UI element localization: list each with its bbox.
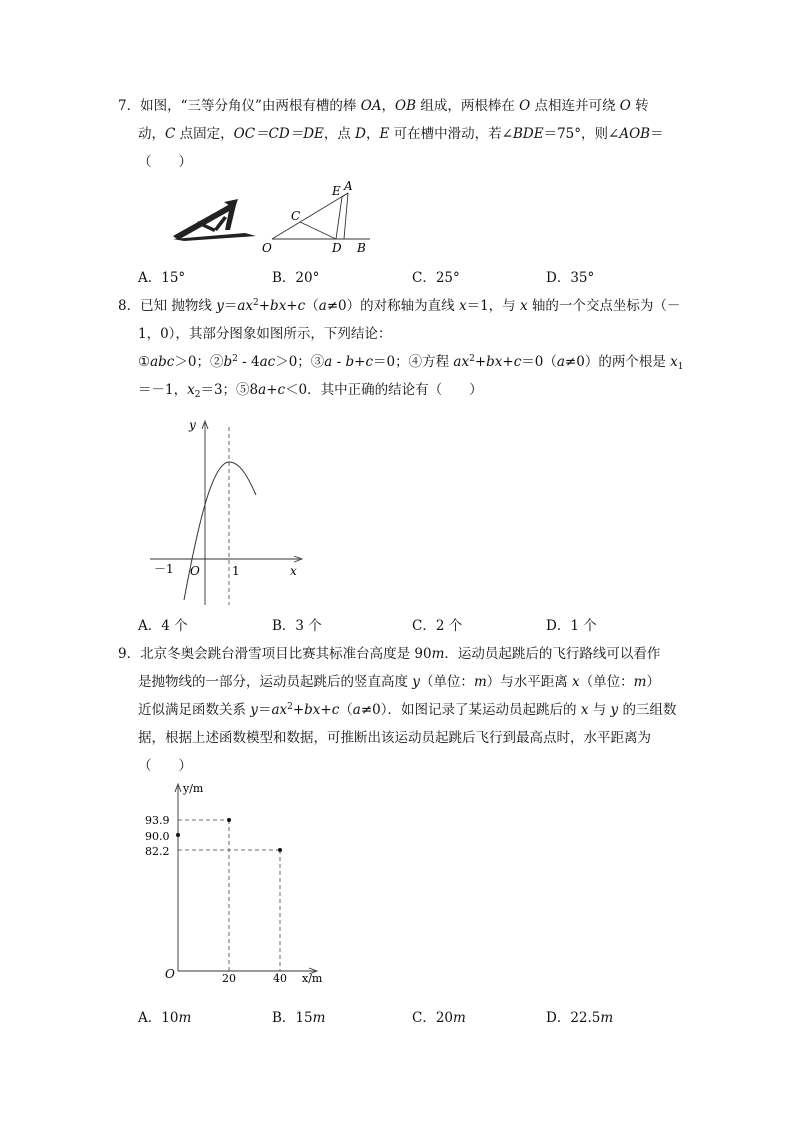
q9-trajectory-chart bbox=[140, 780, 350, 995]
q8-option-b[interactable]: B．3 个 bbox=[272, 618, 322, 634]
q7-option-d[interactable]: D．35° bbox=[546, 270, 595, 286]
origin-label: O bbox=[165, 967, 175, 981]
segment-cd bbox=[300, 222, 336, 239]
q8-line-2: 1，0），其部分图象如图所示，下列结论： bbox=[138, 326, 392, 342]
q7-option-b[interactable]: B．20° bbox=[272, 270, 320, 286]
label-o: O bbox=[262, 241, 272, 255]
one-label: 1 bbox=[232, 564, 240, 578]
q9-line-4: 据，根据上述函数模型和数据，可推断出该运动员起跳后飞行到最高点时，水平距离为 bbox=[138, 730, 651, 746]
q8-line-3: ①abc＞0；$②b^2 - 4ac>0$；③a - b+c＝0；④方程 $ax^2+bx+c=0(a\ne 0)$的两个根是 $x_1$ bbox=[138, 354, 684, 372]
q7-line-1: 7．如图，“三等分角仪”由两根有槽的棒 OA，OB 组成，两根棒在 O 点相连并可绕 O 转 bbox=[118, 98, 649, 114]
x-axis-label: x bbox=[290, 564, 297, 578]
q8-option-c[interactable]: C．2 个 bbox=[412, 618, 463, 634]
q8-option-d[interactable]: D．1 个 bbox=[546, 618, 597, 634]
q9-option-b[interactable]: B．15m bbox=[272, 1010, 326, 1026]
q7-option-a[interactable]: A．15° bbox=[138, 270, 186, 286]
origin-label: O bbox=[190, 564, 200, 578]
q8-number: 8． bbox=[118, 298, 141, 314]
x-axis-label: x/m bbox=[302, 972, 323, 985]
y-tick-82-2: 82.2 bbox=[145, 845, 170, 858]
label-a: A bbox=[344, 179, 353, 193]
label-d: D bbox=[332, 241, 342, 255]
q9-option-d[interactable]: D．22.5m bbox=[546, 1010, 614, 1026]
parabola-curve bbox=[184, 462, 256, 600]
segment-ea bbox=[342, 193, 348, 197]
q7-number: 7． bbox=[118, 98, 141, 114]
data-point-2 bbox=[278, 848, 282, 852]
trisector-instrument-figure bbox=[170, 196, 260, 256]
label-c: C bbox=[291, 209, 301, 223]
segment-de bbox=[336, 197, 342, 239]
q9-number: 9． bbox=[118, 646, 141, 662]
data-point-1 bbox=[227, 818, 231, 822]
q9-option-a[interactable]: A．10m bbox=[138, 1010, 192, 1026]
q7-line-2: 动，C 点固定，OC＝CD＝DE，点 D，E 可在槽中滑动，若∠BDE＝75°，则∠AOB＝ bbox=[138, 126, 664, 142]
q8-line-1: 8．已知 抛物线 $y=ax^2+bx+c(a\ne 0)$的对称轴为直线 x＝1，与 x 轴的一个交点坐标为（－ bbox=[118, 298, 681, 314]
q8-option-a[interactable]: A．4 个 bbox=[138, 618, 188, 634]
q9-line-2: 是抛物线的一部分，运动员起跳后的竖直高度 y（单位：m）与水平距离 x（单位：m） bbox=[138, 674, 660, 690]
y-tick-90-0: 90.0 bbox=[145, 830, 170, 843]
q9-bracket: （ ） bbox=[138, 758, 192, 774]
q9-line-3: 近似满足函数关系 $y=ax^2+bx+c(a\ne 0)$．如图记录了某运动员起跳后的 x 与 y 的三组数 bbox=[138, 702, 677, 718]
y-axis-label: y/m bbox=[183, 782, 204, 795]
q8-line-4: ＝－1，$x_2=3$；⑤8a+c＜0．其中正确的结论有（ ） bbox=[138, 382, 483, 400]
q7-option-c[interactable]: C．25° bbox=[412, 270, 460, 286]
y-tick-93-9: 93.9 bbox=[145, 814, 170, 827]
neg-one-label: －1 bbox=[154, 562, 174, 576]
data-point-0 bbox=[176, 833, 180, 837]
x-tick-20: 20 bbox=[222, 972, 236, 985]
q8-parabola-graph bbox=[140, 415, 310, 610]
x-tick-40: 40 bbox=[273, 972, 287, 985]
label-e: E bbox=[332, 184, 341, 198]
y-axis-label: y bbox=[189, 418, 196, 432]
q7-bracket: （ ） bbox=[138, 154, 192, 170]
label-b: B bbox=[357, 241, 366, 255]
trisector-geometry-diagram bbox=[262, 180, 382, 255]
q9-option-c[interactable]: C．20m bbox=[412, 1010, 466, 1026]
segment-a-b bbox=[344, 193, 348, 239]
q9-line-1: 9．北京冬奥会跳台滑雪项目比赛其标准台高度是 90m．运动员起跳后的飞行路线可以看作 bbox=[118, 646, 661, 662]
